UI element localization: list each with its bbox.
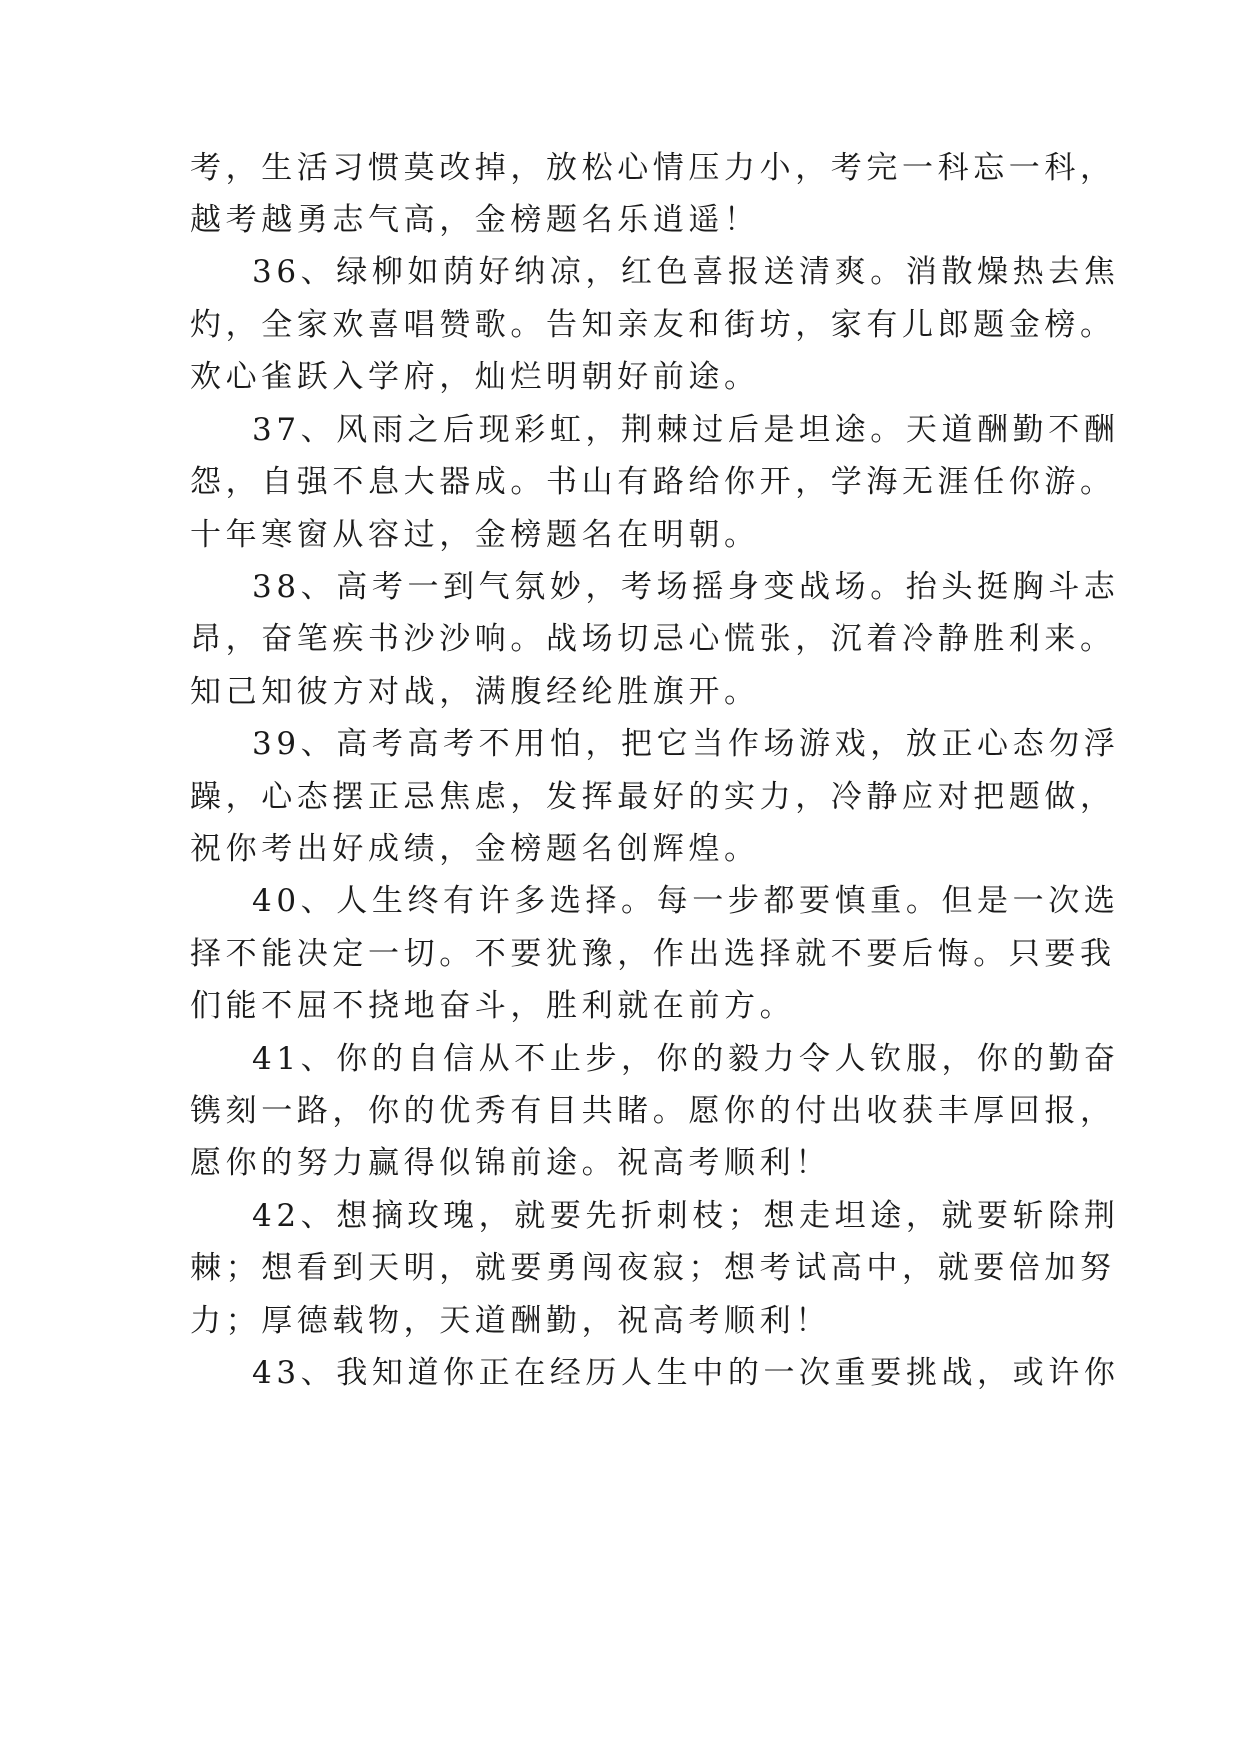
text-line: 十年寒窗从容过，金榜题名在明朝。 xyxy=(190,517,760,553)
text-line: 祝你考出好成绩，金榜题名创辉煌。 xyxy=(190,831,760,867)
text-line: 考，生活习惯莫改掉，放松心情压力小，考完一科忘一科， xyxy=(190,150,1116,186)
text-line: 昂，奋笔疾书沙沙响。战场切忌心慌张，沉着冷静胜利来。 xyxy=(190,621,1116,657)
text-line: 愿你的努力赢得似锦前途。祝高考顺利！ xyxy=(190,1145,831,1181)
text-line: 力；厚德载物，天道酬勤，祝高考顺利！ xyxy=(190,1303,831,1339)
paragraph-42-start: 42、想摘玫瑰，就要先折刺枝；想走坦途，就要斩除荆 xyxy=(252,1198,1120,1234)
text-line: 知己知彼方对战，满腹经纶胜旗开。 xyxy=(190,674,760,710)
paragraph-36-start: 36、绿柳如荫好纳凉，红色喜报送清爽。消散燥热去焦 xyxy=(252,254,1120,290)
text-line: 欢心雀跃入学府，灿烂明朝好前途。 xyxy=(190,359,760,395)
paragraph-43-start: 43、我知道你正在经历人生中的一次重要挑战，或许你 xyxy=(252,1355,1120,1391)
paragraph-37-start: 37、风雨之后现彩虹，荆棘过后是坦途。天道酬勤不酬 xyxy=(252,412,1120,448)
text-line: 棘；想看到天明，就要勇闯夜寂；想考试高中，就要倍加努 xyxy=(190,1250,1116,1286)
paragraph-38-start: 38、高考一到气氛妙，考场摇身变战场。抬头挺胸斗志 xyxy=(252,569,1120,605)
paragraph-41-start: 41、你的自信从不止步，你的毅力令人钦服，你的勤奋 xyxy=(252,1041,1120,1077)
text-line: 择不能决定一切。不要犹豫，作出选择就不要后悔。只要我 xyxy=(190,936,1116,972)
text-line: 越考越勇志气高，金榜题名乐逍遥！ xyxy=(190,202,760,238)
paragraph-39-start: 39、高考高考不用怕，把它当作场游戏，放正心态勿浮 xyxy=(252,726,1120,762)
paragraph-40-start: 40、人生终有许多选择。每一步都要慎重。但是一次选 xyxy=(252,883,1120,919)
text-line: 镌刻一路，你的优秀有目共睹。愿你的付出收获丰厚回报， xyxy=(190,1093,1116,1129)
text-line: 们能不屈不挠地奋斗，胜利就在前方。 xyxy=(190,988,796,1024)
text-line: 灼，全家欢喜唱赞歌。告知亲友和街坊，家有儿郎题金榜。 xyxy=(190,307,1116,343)
text-line: 躁，心态摆正忌焦虑，发挥最好的实力，冷静应对把题做， xyxy=(190,779,1116,815)
text-line: 怨，自强不息大器成。书山有路给你开，学海无涯任你游。 xyxy=(190,464,1116,500)
